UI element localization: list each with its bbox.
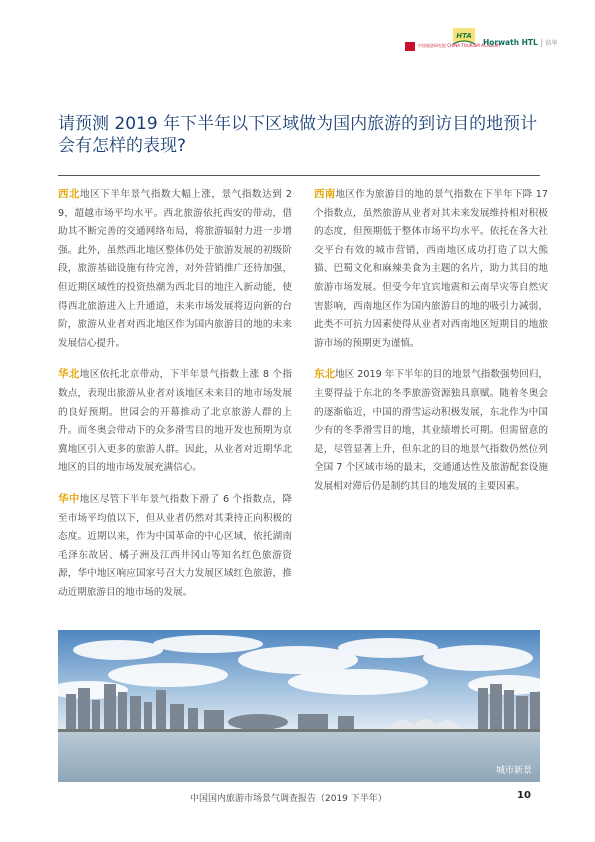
headline-divider (58, 175, 540, 176)
page-headline: 请预测 2019 年下半年以下区域做为国内旅游的到访目的地预计会有怎样的表现? (58, 114, 538, 156)
paragraph-text: 地区尽管下半年景气指数下滑了 6 个指数点，降至市场平均值以下，但从业者仍然对其秉持正向积极的态度。近期以来，作为中国革命的中心区域，依托湖南毛泽东故居、橘子洲及江西井冈山等知名红色旅游资源，华中地区响应国家号召大力发展区域红色旅游，推动近期旅游目的地市场的发展。 (58, 493, 293, 598)
region-paragraph-north (58, 365, 292, 478)
region-label: 西南 (314, 188, 336, 200)
page-number: 10 (517, 790, 531, 801)
paragraph-text: 地区下半年景气指数大幅上涨，景气指数达到 29，超越市场平均水平。西北旅游依托西安的带动，借助其不断完善的交通网络布局，将旅游辐射力进一步增强。此外，虽然西北地区整体仍处于旅游发展的初级阶段，旅游基础设施有待完善，对外营销推广还待加强，但近期区域性的投资热潮为西北目的地注入新动能，使得西北旅游进入上升通道，未来市场发展将迈向新的台阶，旅游从业者对西北地区作为国内旅游目的地的未来发展信心提升。 (58, 189, 293, 349)
paragraph-text: 地区依托北京带动，下半年景气指数上涨 8 个指数点，表现出旅游从业者对该地区未来目的地市场发展的良好预期。世园会的开幕推动了北京旅游人群的上升。而冬奥会带动下的众多滑雪目的地开发也预期为京冀地区引入更多的旅游人群。因此，从业者对近期华北地区的目的地市场发展充满信心。 (58, 369, 293, 474)
header-logos (405, 26, 558, 56)
region-paragraph-northeast (314, 365, 548, 496)
city-skyline-photo (58, 630, 540, 782)
hta-logo-text: HTA (456, 32, 472, 40)
paragraph-text: 地区 2019 年下半年的目的地景气指数强势回归，主要得益于东北的冬季旅游资源独具禀赋。随着冬奥会的逐渐临近，中国的滑雪运动积极发展，东北作为中国少有的冬季滑雪目的地，其业绩增长可期。但需留意的是，尽管显著上升，但东北的目的地景气指数仍然位列全国 7 个区域市场的最末，交通通达性及旅游配套设施发展相对滞后仍是制约其目的地发展的主要因素。 (314, 369, 549, 492)
region-paragraph-northwest (58, 185, 292, 353)
region-label: 华中 (58, 492, 80, 505)
horwath-logo-name: Horwath HTL (483, 38, 538, 47)
horwath-logo: Horwath HTL | 浩华 (483, 38, 558, 47)
hta-logo-icon (451, 26, 477, 48)
region-label: 东北 (314, 368, 336, 381)
region-paragraph-central (58, 490, 292, 603)
cta-logo-icon (405, 42, 415, 51)
paragraph-text: 地区作为旅游目的地的景气指数在下半年下降 17 个指数点，虽然旅游从业者对其未来发展维持相对积极的态度，但预期低于整体市场平均水平。依托在各大社交平台有效的城市营销，西南地区成功打造了以大熊猫、巴蜀文化和麻辣美食为主题的名片，助力其目的地旅游市场发展。但受今年宜宾地震和云南旱灾等自然灾害影响，西南地区作为国内旅游目的地的吸引力减弱，此类不可抗力因素使得从业者对西南地区短期目的地旅游市场的预期更为谨慎。 (314, 189, 548, 349)
region-paragraph-southwest (314, 185, 548, 353)
left-column (58, 185, 292, 614)
footer-report-title: 中国国内旅游市场景气调查报告（2019 下半年） (190, 794, 387, 804)
photo-caption: 城市新景 (495, 766, 532, 776)
city-skyline-image (58, 630, 540, 782)
horwath-logo-cn: 浩华 (545, 40, 558, 47)
page-footer (0, 791, 595, 805)
cta-logo-text: 中国旅游研究院 CHINA TOURISM ACADEMY (418, 43, 501, 48)
right-column (314, 185, 548, 509)
region-label: 西北 (58, 188, 81, 200)
region-label: 华北 (58, 368, 80, 381)
